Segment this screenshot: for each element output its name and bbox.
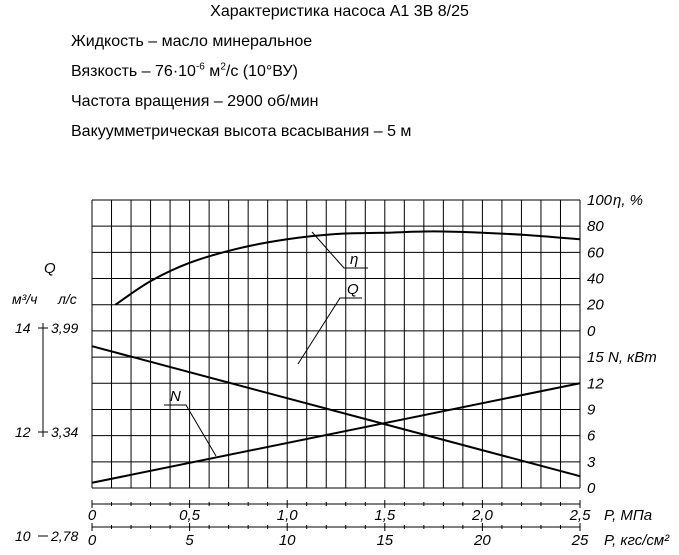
y-axis-label-efficiency: η, % <box>613 192 643 209</box>
y-tick-label-flow-m3h: 10 <box>15 528 31 544</box>
y-tick-label-power: 15 <box>587 349 604 367</box>
x-tick-label-kgf: 15 <box>376 532 394 549</box>
viscosity-text: Вязкость – 76·10 <box>71 63 196 80</box>
y-tick-label-efficiency: 60 <box>587 244 604 262</box>
x-tick-label-kgf: 0 <box>87 532 97 549</box>
x-tick-label-mpa: 2,5 <box>569 507 591 524</box>
y-tick-label-power: 6 <box>587 427 596 445</box>
y-tick-label-power: 9 <box>587 401 596 419</box>
y-tick-label-efficiency: 0 <box>587 322 596 340</box>
x-tick-label-kgf: 20 <box>474 532 491 549</box>
x-tick-label-mpa: 2,0 <box>471 507 493 524</box>
liquid-line: Жидкость – масло минеральное <box>71 33 313 50</box>
chart-labels <box>12 192 670 549</box>
y-axis-label-flow-m3h: м³/ч <box>12 291 38 307</box>
power-curve <box>92 383 580 482</box>
y-tick-label-power: 12 <box>587 375 604 393</box>
y-tick-label-power: 0 <box>587 480 596 497</box>
y-tick-label-efficiency: 40 <box>587 270 604 288</box>
x-tick-label-mpa: 1,0 <box>276 507 298 524</box>
viscosity-unit-exponent: 2 <box>220 61 226 73</box>
viscosity-exponent: -6 <box>195 61 205 73</box>
y-tick-label-efficiency: 80 <box>587 218 604 236</box>
flow-curve <box>92 346 580 476</box>
y-tick-label-flow-ls: 3,34 <box>51 424 79 440</box>
x-axis-label-mpa: P, МПа <box>604 507 653 524</box>
y-tick-label-flow-m3h: 14 <box>15 320 31 336</box>
x-tick-label-mpa: 0,5 <box>179 507 201 524</box>
y-axis-symbol-flow: Q <box>44 260 56 277</box>
x-tick-label-kgf: 5 <box>185 532 194 549</box>
x-tick-label-mpa: 0 <box>87 507 97 524</box>
viscosity-suffix: /с (10°ВУ) <box>225 63 298 80</box>
power-series-label: N <box>170 388 181 405</box>
chart-axes <box>38 323 580 536</box>
y-tick-label-efficiency: 20 <box>587 296 604 314</box>
y-axis-label-flow-ls: л/с <box>58 291 77 307</box>
chart-grid <box>92 200 580 488</box>
x-tick-label-kgf: 25 <box>571 532 589 549</box>
chart-title: Характеристика насоса А1 3В 8/25 <box>210 3 469 20</box>
y-tick-label-efficiency: 100 <box>587 192 613 209</box>
y-axis-label-power: N, кВт <box>608 349 657 367</box>
y-tick-label-power: 3 <box>587 453 596 471</box>
efficiency-series-label: η <box>350 251 359 268</box>
efficiency-leader <box>312 232 368 268</box>
flow-series-label: Q <box>347 281 359 298</box>
y-tick-label-flow-ls: 3,99 <box>51 320 79 336</box>
suction-line: Вакуумметрическая высота всасывания – 5 м <box>71 123 412 140</box>
rotation-line: Частота вращения – 2900 об/мин <box>71 93 319 110</box>
y-tick-label-flow-m3h: 12 <box>15 424 31 440</box>
x-tick-label-kgf: 10 <box>278 532 296 549</box>
x-tick-label-mpa: 1,5 <box>374 507 396 524</box>
x-axis-label-kgf: P, кгс/см² <box>604 532 670 549</box>
y-tick-label-flow-ls: 2,78 <box>51 528 79 544</box>
viscosity-unit: м <box>204 63 221 80</box>
